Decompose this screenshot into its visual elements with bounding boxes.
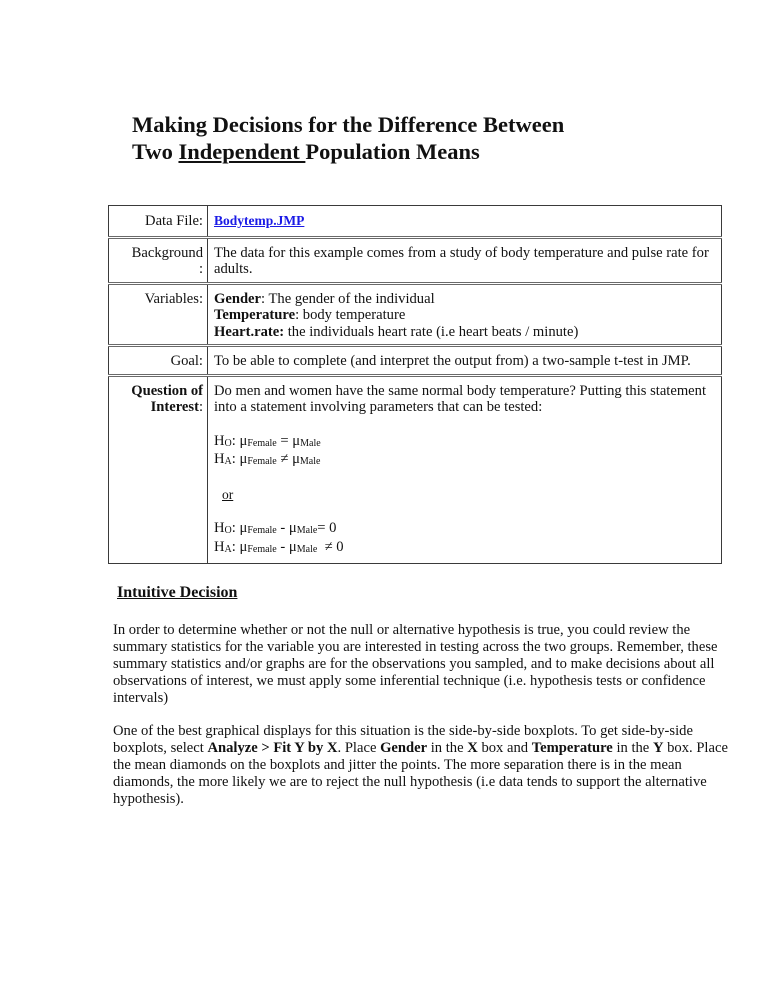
- variable-desc: the individuals heart rate (i.e heart beats / minute): [287, 323, 579, 340]
- data-file-label: Data File:: [109, 206, 208, 238]
- info-table: [108, 205, 722, 564]
- null-hypothesis: HO: μFemale = μMale: [214, 432, 321, 449]
- row-goal: [109, 346, 722, 376]
- or-separator: or: [222, 486, 234, 502]
- paragraph-intro: In order to determine whether or not the null or alternative hypothesis is true, you could review the summary statistics for the variable you are interested in testing across the two groups. Remember, these summary statistics and/or graphs are for the observations you sampled, and to make decisions about all observations of interest, we must apply some inferential technique (i.e. hypothesis tests or confidence intervals): [113, 622, 718, 706]
- hypotheses-set-1: [214, 433, 715, 470]
- variable-separator: :: [261, 290, 269, 307]
- goal-text: To be able to complete (and interpret the output from) a two-sample t-test in JMP.: [208, 346, 722, 376]
- variable-item: [214, 291, 715, 308]
- goal-label: Goal:: [109, 346, 208, 376]
- null-hypothesis-difference: HO: μFemale - μMale= 0: [214, 520, 337, 536]
- background-label-colon: :: [198, 261, 203, 277]
- row-variables: [109, 283, 722, 346]
- hypotheses-set-2: [214, 520, 715, 559]
- background-label: [109, 237, 208, 283]
- alternative-hypothesis: HA: μFemale ≠ μMale: [214, 451, 321, 467]
- question-label-line-1: Question of: [131, 382, 203, 399]
- variable-item: [214, 324, 715, 341]
- variable-item: [214, 307, 715, 324]
- question-label-line-2: Interest: [150, 399, 199, 415]
- question-text: Do men and women have the same normal body temperature? Putting this statement into a statement involving parameters that can be tested:: [214, 382, 707, 415]
- question-label-colon: :: [198, 399, 203, 415]
- data-file-link[interactable]: Bodytemp.JMP: [214, 213, 305, 228]
- menu-path: Analyze > Fit Y by X: [207, 740, 338, 756]
- variable-name: Heart.rate:: [214, 323, 285, 340]
- background-label-text: Background: [131, 244, 203, 261]
- variables-list: [208, 283, 722, 346]
- variable-separator: :: [295, 307, 303, 323]
- title-line-2-suffix: Population Means: [305, 139, 480, 164]
- variable-name: Temperature: [214, 307, 296, 323]
- row-data-file: [109, 206, 722, 238]
- row-question: [109, 375, 722, 564]
- variable-name: Gender: [214, 290, 262, 307]
- page-title: [132, 111, 564, 165]
- alternative-hypothesis-difference: HA: μFemale - μMale ≠ 0: [214, 538, 344, 555]
- row-background: [109, 237, 722, 283]
- title-line-2-prefix: Two: [132, 139, 179, 164]
- section-heading-intuitive-decision: Intuitive Decision: [117, 584, 238, 601]
- variables-label: Variables:: [109, 283, 208, 346]
- data-file-value: [208, 206, 722, 238]
- question-content: [208, 375, 722, 564]
- title-line-1: Making Decisions for the Difference Between: [132, 112, 565, 137]
- variable-desc: body temperature: [302, 307, 406, 323]
- background-text: The data for this example comes from a study of body temperature and pulse rate for adults.: [208, 237, 722, 283]
- variable-desc: The gender of the individual: [268, 290, 435, 307]
- question-label: [109, 375, 208, 564]
- paragraph-boxplots: One of the best graphical displays for this situation is the side-by-side boxplots. To get side-by-side boxplots, select Analyze > Fit Y by X. Place Gender in the X box and Temperature in the Y box. Place the mean diamonds on the boxplots and jitter the points. The more separation there is in the mean diamonds, the more likely we are to reject the null hypothesis (i.e data tends to support the alternative hypothesis).: [113, 723, 728, 807]
- title-underlined-word: Independent: [178, 139, 306, 164]
